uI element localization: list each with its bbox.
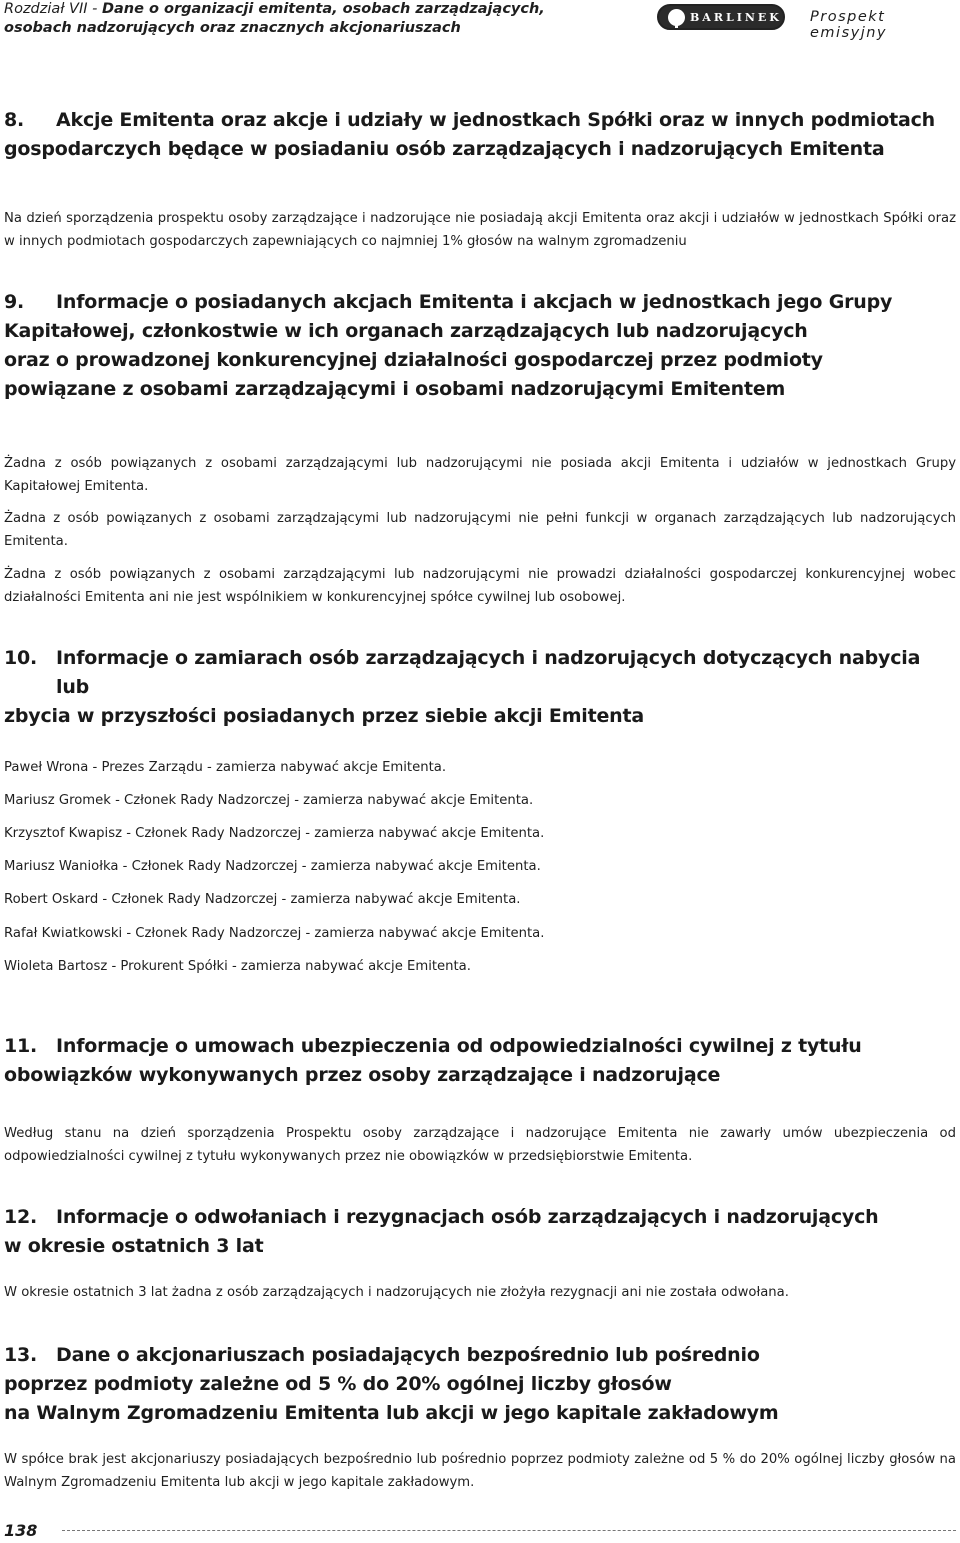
company-logo	[657, 4, 785, 30]
section-title-line: w okresie ostatnich 3 lat	[4, 1235, 264, 1257]
section-heading-11	[4, 1032, 956, 1090]
document-type-label: Prospekt emisyjny	[810, 9, 888, 41]
chapter-title-line-1	[4, 0, 545, 19]
tree-icon	[668, 9, 685, 26]
section-title-line: Informacje o zamiarach osób zarządzających i nadzorujących dotyczących nabycia lub	[56, 647, 921, 698]
section-heading-13	[4, 1341, 956, 1428]
section-number: 11.	[4, 1035, 38, 1057]
section-8-paragraph: Na dzień sporządzenia prospektu osoby zarządzające i nadzorujące nie posiadają akcji Emitenta oraz akcji i udziałów w jednostkach Spółki oraz w innych podmiotach gospodarczych zapewniających co najmniej 1% głosów na walnym zgromadzeniu	[4, 211, 956, 249]
list-item: Mariusz Waniołka - Członek Rady Nadzorczej - zamierza nabywać akcje Emitenta.	[4, 859, 541, 874]
list-item: Rafał Kwiatkowski - Członek Rady Nadzorczej - zamierza nabywać akcje Emitenta.	[4, 926, 545, 941]
section-13-paragraph: W spółce brak jest akcjonariuszy posiadających bezpośrednio lub pośrednio poprzez podmioty zależne od 5 % do 20% ogólnej liczby głosów na Walnym Zgromadzeniu Emitenta lub akcji w jego kapitale zakładowym.	[4, 1452, 956, 1490]
section-heading-10	[4, 644, 956, 731]
section-number: 8.	[4, 109, 25, 131]
section-9-paragraph: Żadna z osób powiązanych z osobami zarządzającymi lub nadzorującymi nie posiada akcji Emitenta i udziałów w jednostkach Grupy Kapitałowej Emitenta.	[4, 456, 956, 494]
section-title-line: Kapitałowej, członkostwie w ich organach zarządzających lub nadzorujących	[4, 320, 808, 342]
section-title-line: Dane o akcjonariuszach posiadających bezpośrednio lub pośrednio	[56, 1344, 760, 1366]
section-title-line: obowiązków wykonywanych przez osoby zarządzające i nadzorujące	[4, 1064, 721, 1086]
chapter-title-line-2: osobach nadzorujących oraz znacznych akcjonariuszach	[4, 20, 461, 36]
section-title-line: Informacje o umowach ubezpieczenia od odpowiedzialności cywilnej z tytułu	[56, 1035, 862, 1057]
section-title-line: oraz o prowadzonej konkurencyjnej działalności gospodarczej przez podmioty	[4, 349, 823, 371]
section-11-paragraph: Według stanu na dzień sporządzenia Prospektu osoby zarządzające i nadzorujące Emitenta nie zawarły umów ubezpieczenia od odpowiedzialności cywilnej z tytułu wykonywanych przez nie obowiązków w przedsiębiorstwie Emitenta.	[4, 1126, 956, 1164]
section-number: 10.	[4, 647, 38, 669]
section-heading-12	[4, 1203, 956, 1261]
chapter-title: Dane o organizacji emitenta, osobach zarządzających,	[101, 1, 545, 17]
chapter-prefix: Rozdział VII -	[4, 1, 102, 17]
list-item: Paweł Wrona - Prezes Zarządu - zamierza nabywać akcje Emitenta.	[4, 760, 447, 775]
page-number: 138	[4, 1521, 38, 1540]
section-number: 13.	[4, 1344, 38, 1366]
section-12-paragraph: W okresie ostatnich 3 lat żadna z osób zarządzających i nadzorujących nie złożyła rezygnacji ani nie została odwołana.	[4, 1285, 789, 1300]
section-title-line: Akcje Emitenta oraz akcje i udziały w jednostkach Spółki oraz w innych podmiotach	[56, 109, 935, 131]
list-item: Wioleta Bartosz - Prokurent Spółki - zamierza nabywać akcje Emitenta.	[4, 959, 471, 974]
section-number: 9.	[4, 291, 25, 313]
list-item: Robert Oskard - Członek Rady Nadzorczej - zamierza nabywać akcje Emitenta.	[4, 892, 521, 907]
section-title-line: zbycia w przyszłości posiadanych przez siebie akcji Emitenta	[4, 705, 645, 727]
running-header	[4, 0, 545, 38]
section-title-line: Informacje o posiadanych akcjach Emitenta i akcjach w jednostkach jego Grupy	[56, 291, 893, 313]
section-title-line: gospodarczych będące w posiadaniu osób zarządzających i nadzorujących Emitenta	[4, 138, 885, 160]
section-title-line: Informacje o odwołaniach i rezygnacjach osób zarządzających i nadzorujących	[56, 1206, 879, 1228]
section-title-line: poprzez podmioty zależne od 5 % do 20% ogólnej liczby głosów	[4, 1373, 672, 1395]
section-heading-9	[4, 288, 956, 404]
section-title-line: na Walnym Zgromadzeniu Emitenta lub akcji w jego kapitale zakładowym	[4, 1402, 779, 1424]
section-9-paragraph: Żadna z osób powiązanych z osobami zarządzającymi lub nadzorującymi nie pełni funkcji w organach zarządzających lub nadzorujących Emitenta.	[4, 511, 956, 549]
list-item: Krzysztof Kwapisz - Członek Rady Nadzorczej - zamierza nabywać akcje Emitenta.	[4, 826, 545, 841]
list-item: Mariusz Gromek - Członek Rady Nadzorczej - zamierza nabywać akcje Emitenta.	[4, 793, 534, 808]
footer-divider	[62, 1530, 956, 1531]
section-heading-8	[4, 106, 956, 164]
logo-wordmark: BARLINEK	[690, 10, 782, 24]
section-number: 12.	[4, 1206, 38, 1228]
section-9-paragraph: Żadna z osób powiązanych z osobami zarządzającymi lub nadzorującymi nie prowadzi działalności gospodarczej konkurencyjnej wobec działalności Emitenta ani nie jest wspólnikiem w konkurencyjnej spółce cywilnej lub osobowej.	[4, 567, 956, 605]
section-title-line: powiązane z osobami zarządzającymi i osobami nadzorującymi Emitentem	[4, 378, 786, 400]
